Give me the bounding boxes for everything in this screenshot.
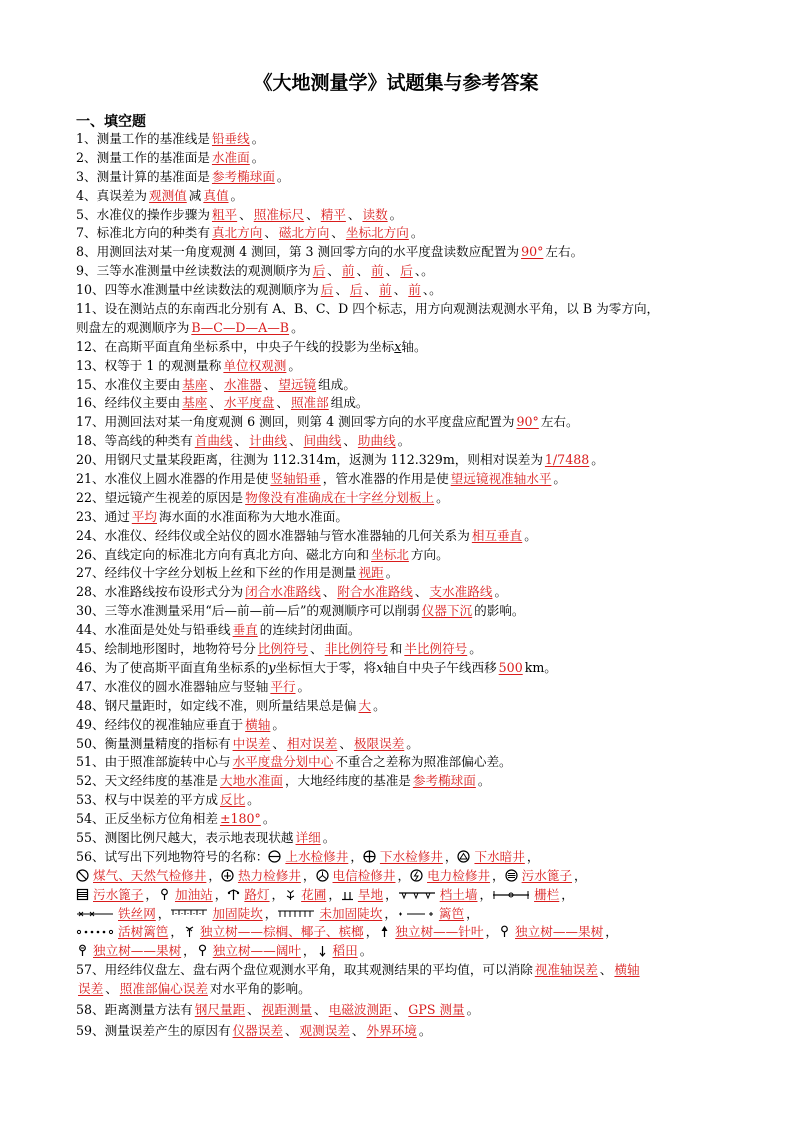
question-item: 7、标准北方向的种类有 真北方向 、 磁北方向 、 坐标北方向 。 [76,225,424,241]
question-item-continued: 铁丝网 ， 加固陡坎 ， 未加固陡坎 ， 篱笆 ， [76,905,724,924]
question-item: 15、水准仪主要由 基座 、 水准器 、 望远镜 组成。 [76,376,356,392]
conifer-tree-icon [378,925,391,938]
question-item: 9、三等水准测量中丝读数法的观测顺序为 后 、 前 、 前 、 后 、。 [76,263,434,279]
question-item: 47、水准仪的圆水准器轴应与竖轴 平行 。 [76,678,311,694]
sewage-grate-round-icon [505,869,518,882]
question-item-continued: 煤气、天然气检修井 ， 热力检修井 ， 电信检修井 ， 电力检修井 ， 污水篦子 ， [76,867,724,886]
dry-land-icon [341,888,354,901]
broadleaf-tree-icon [196,944,209,957]
question-item: 52、天文经纬度的基准是 大地水准面 ，大地经纬度的基准是 参考椭球面 。 [76,773,491,789]
question-item: 44、水准面是处处与铅垂线 垂直 的连续封闭曲面。 [76,622,361,638]
water-supply-manhole-icon [268,850,281,863]
question-item: 11、设在测站点的东南西北分别有 A、B、C、D 四个标志，用方向观测法观测水平角，以 B 为零方向， [76,301,660,317]
question-item: 28、水准路线按布设形式分为 闭合水准路线 、 附合水准路线 、 支水准路线 。 [76,584,508,600]
gas-manhole-icon [76,869,89,882]
unreinforced-slope-icon [277,907,315,920]
question-item: 23、通过 平均 海水面的水准面称为大地水准面。 [76,508,348,524]
covered-drain-icon [457,850,470,863]
flower-bed-icon [284,888,297,901]
retaining-wall-icon [398,888,436,901]
question-item: 5、水准仪的操作步骤为 粗平 、 照准标尺 、 精平 、 读数 。 [76,206,403,222]
question-item: 49、经纬仪的视准轴应垂直于 横轴 。 [76,716,285,732]
palm-tree-icon [183,925,196,938]
question-item: 4、真误差为 观测值 减 真值 。 [76,187,244,203]
question-item: 3、测量计算的基准面是 参考椭球面 。 [76,168,290,184]
question-item: 53、权与中误差的平方成 反比 。 [76,792,260,808]
power-manhole-icon [410,869,423,882]
wire-fence-icon [76,907,114,920]
question-item: 22、望远镜产生视差的原因是 物像没有准确成在十字丝分划板上 。 [76,489,449,505]
question-item: 1、测量工作的基准线是 铅垂线 。 [76,131,265,146]
question-item: 17、用测回法对某一角度观测 6 测回，则第 4 测回零方向的水平度盘应配置为 90° 左右。 [76,414,579,430]
fruit-tree-icon [498,925,511,938]
question-item: 8、用测回法对某一角度观测 4 测回，第 3 测回零方向的水平度盘读数应配置为 90° 左右。 [76,244,584,260]
question-item: 12、在高斯平面直角坐标系中，中央子午线的投影为坐标x轴。 [76,338,427,354]
question-item: 24、水准仪、经纬仪或全站仪的圆水准器轴与管水准器轴的几何关系为 相互垂直 。 [76,527,537,543]
question-item: 55、测图比例尺越大，表示地表现状越 详细 。 [76,829,336,845]
question-item: 18、等高线的种类有 首曲线 、 计曲线 、 间曲线 、 助曲线 。 [76,433,411,449]
question-item: 26、直线定向的标准北方向有真北方向、磁北方向和 坐标北 方向。 [76,546,449,562]
question-item: 20、用钢尺丈量某段距离，往测为 112.314m，返测为 112.329m，则相对误差为 1/7488 。 [76,452,604,468]
section-heading: 一、填空题 [76,114,146,130]
question-item: 56、试写出下列地物符号的名称： 上水检修井 ， 下水检修井 ， 下水暗井 ， [76,848,540,864]
question-item: 58、距离测量方法有 钢尺量距 、 视距测量 、 电磁波测距 、 GPS 测量 。 [76,1001,480,1017]
question-item-continued: 则盘左的观测顺序为 B—C—D—A—B 。 [76,319,304,335]
question-item: 57、用经纬仪盘左、盘右两个盘位观测水平角，取其观测结果的平均值，可以消除 视准轴误差 、 横轴 [76,962,640,978]
question-item-continued: 污水篦子 ， 加油站 ， 路灯 ， 花圃 ， 旱地 ， 档土墙 ， 栅栏 ， [76,886,724,905]
page-title: 《大地测量学》试题集与参考答案 [253,72,539,94]
heat-manhole-icon [221,869,234,882]
reinforced-slope-icon [170,907,208,920]
question-item: 46、为了使高斯平面直角坐标系的y坐标恒大于零，将x轴自中央子午线西移 500 km。 [76,659,557,675]
fruit-tree-icon [76,944,89,957]
sewage-grate-square-icon [76,888,89,901]
question-item-continued: 活树篱笆 ， 独立树——棕榈、椰子、槟榔 ， 独立树——针叶 ， 独立树——果树 ， [76,923,724,942]
question-item: 30、三等水准测量采用“后—前—前—后”的观测顺序可以削弱 仪器下沉 的影响。 [76,603,525,619]
question-item: 50、衡量测量精度的指标有 中误差 、 相对误差 、 极限误差 。 [76,735,419,751]
question-item: 48、钢尺量距时，如定线不准，则所量结果总是偏 大 。 [76,697,386,713]
question-item: 51、由于照准部旋转中心与 水平度盘分划中心 不重合之差称为照准部偏心差。 [76,754,512,770]
question-item-continued: 误差 、 照准部偏心误差 对水平角的影响。 [78,981,311,997]
question-item: 2、测量工作的基准面是 水准面 。 [76,149,265,165]
paddy-field-icon [316,944,329,957]
living-hedge-icon [76,925,114,938]
telecom-manhole-icon [316,869,329,882]
gas-station-icon [158,888,171,901]
question-list [76,130,724,1041]
fence-icon [492,888,530,901]
street-lamp-icon [227,888,240,901]
question-item: 45、绘制地形图时，地物符号分 比例符号 、 非比例符号 和 半比例符号 。 [76,641,482,657]
question-item: 21、水准仪上圆水准器的作用是使 竖轴铅垂 ，管水准器的作用是使 望远镜视准轴水平 。 [76,471,566,487]
question-item: 10、四等水准测量中丝读数法的观测顺序为 后 、 后 、 前 、 前 、。 [76,282,442,298]
question-item: 59、测量误差产生的原因有 仪器误差 、 观测误差 、 外界环境 。 [76,1022,432,1038]
question-item: 13、权等于 1 的观测量称 单位权观测 。 [76,357,301,373]
question-item: 16、经纬仪主要由 基座 、 水平度盘 、 照准部 组成。 [76,395,369,411]
hedge-fence-icon [397,907,435,920]
question-item: 27、经纬仪十字丝分划板上丝和下丝的作用是测量 视距 。 [76,565,399,581]
drain-manhole-icon [363,850,376,863]
question-item: 54、正反坐标方位角相差 ±180° 。 [76,811,276,827]
question-item-continued: 独立树——果树 ， 独立树——阔叶 ， 稻田 。 [76,942,724,961]
